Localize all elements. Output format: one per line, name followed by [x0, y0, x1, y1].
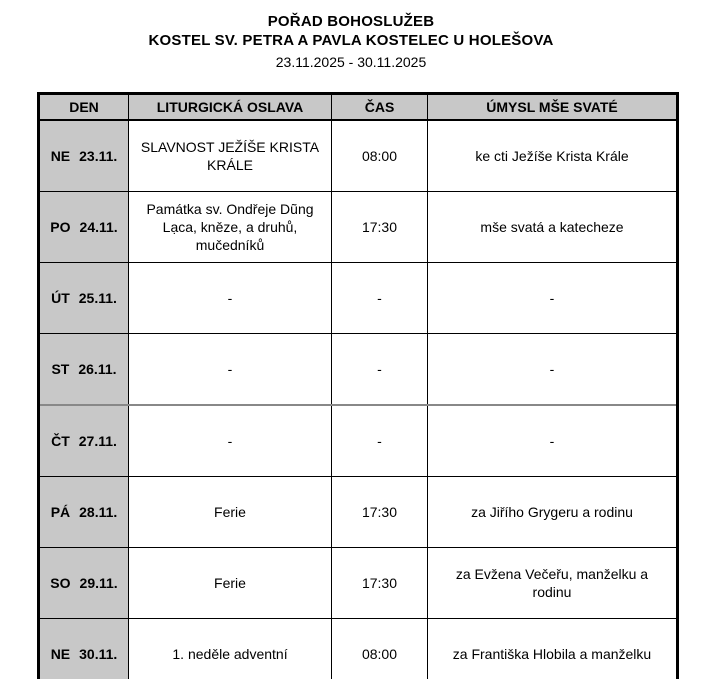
table-row: [39, 405, 678, 477]
table-row: [39, 619, 678, 679]
document-date-range: 23.11.2025 - 30.11.2025: [275, 53, 427, 70]
celebration-cell: 1. neděle adventní: [129, 619, 332, 679]
celebration-cell: -: [129, 263, 332, 334]
intention-cell: -: [428, 334, 678, 406]
day-date: 29.11.: [79, 574, 118, 591]
intention-cell: za Jiřího Grygeru a rodinu: [428, 477, 678, 548]
time-cell: 08:00: [332, 120, 428, 192]
col-header-umysl-mse-svate: ÚMYSL MŠE SVATÉ: [428, 94, 678, 121]
time-cell: -: [332, 263, 428, 334]
celebration-cell: Památka sv. Ondřeje Dũng Lạca, kněze, a druhů, mučedníků: [129, 192, 332, 263]
time-cell: 17:30: [332, 192, 428, 263]
intention-cell: -: [428, 263, 678, 334]
table-row: [39, 120, 678, 192]
time-cell: -: [332, 334, 428, 406]
celebration-cell: -: [129, 405, 332, 477]
celebration-cell: Ferie: [129, 548, 332, 619]
day-abbrev: ČT: [51, 432, 70, 449]
day-date: 26.11.: [78, 360, 117, 377]
table-row: [39, 334, 678, 406]
time-cell: 17:30: [332, 477, 428, 548]
table-header-row: [39, 94, 678, 121]
intention-cell: mše svatá a katecheze: [428, 192, 678, 263]
col-header-liturgicka-oslava: LITURGICKÁ OSLAVA: [129, 94, 332, 121]
day-abbrev: NE: [50, 645, 71, 662]
day-abbrev: ÚT: [51, 289, 70, 306]
day-cell: [39, 405, 129, 477]
day-cell: [39, 192, 129, 263]
intention-cell: -: [428, 405, 678, 477]
day-abbrev: NE: [50, 147, 71, 164]
time-cell: -: [332, 405, 428, 477]
time-cell: 08:00: [332, 619, 428, 679]
col-header-den: DEN: [39, 94, 129, 121]
day-cell: [39, 619, 129, 679]
day-date: 23.11.: [79, 147, 118, 164]
table-row: [39, 548, 678, 619]
day-cell: [39, 120, 129, 192]
intention-cell: ke cti Ježíše Krista Krále: [428, 120, 678, 192]
day-date: 25.11.: [78, 289, 117, 306]
intention-cell: za Františka Hlobila a manželku: [428, 619, 678, 679]
col-header-cas: ČAS: [332, 94, 428, 121]
day-cell: [39, 263, 129, 334]
table-row: [39, 477, 678, 548]
day-cell: [39, 334, 129, 406]
document-subtitle: KOSTEL SV. PETRA A PAVLA KOSTELEC U HOLEŠOVA: [148, 31, 554, 49]
celebration-cell: -: [129, 334, 332, 406]
day-date: 24.11.: [79, 218, 118, 235]
document-title: POŘAD BOHOSLUŽEB: [267, 13, 435, 30]
celebration-cell: Ferie: [129, 477, 332, 548]
day-date: 30.11.: [79, 645, 118, 662]
mass-schedule-table: [37, 92, 679, 679]
day-abbrev: SO: [50, 574, 71, 591]
day-cell: [39, 548, 129, 619]
time-cell: 17:30: [332, 548, 428, 619]
table-row: [39, 192, 678, 263]
day-abbrev: PO: [50, 218, 71, 235]
title-block: [0, 0, 702, 71]
day-cell: [39, 477, 129, 548]
day-abbrev: PÁ: [50, 503, 71, 520]
day-abbrev: ST: [51, 360, 70, 377]
day-date: 28.11.: [79, 503, 118, 520]
day-date: 27.11.: [78, 432, 117, 449]
celebration-cell: SLAVNOST JEŽÍŠE KRISTA KRÁLE: [129, 120, 332, 192]
table-row: [39, 263, 678, 334]
intention-cell: za Evžena Večeřu, manželku a rodinu: [428, 548, 678, 619]
